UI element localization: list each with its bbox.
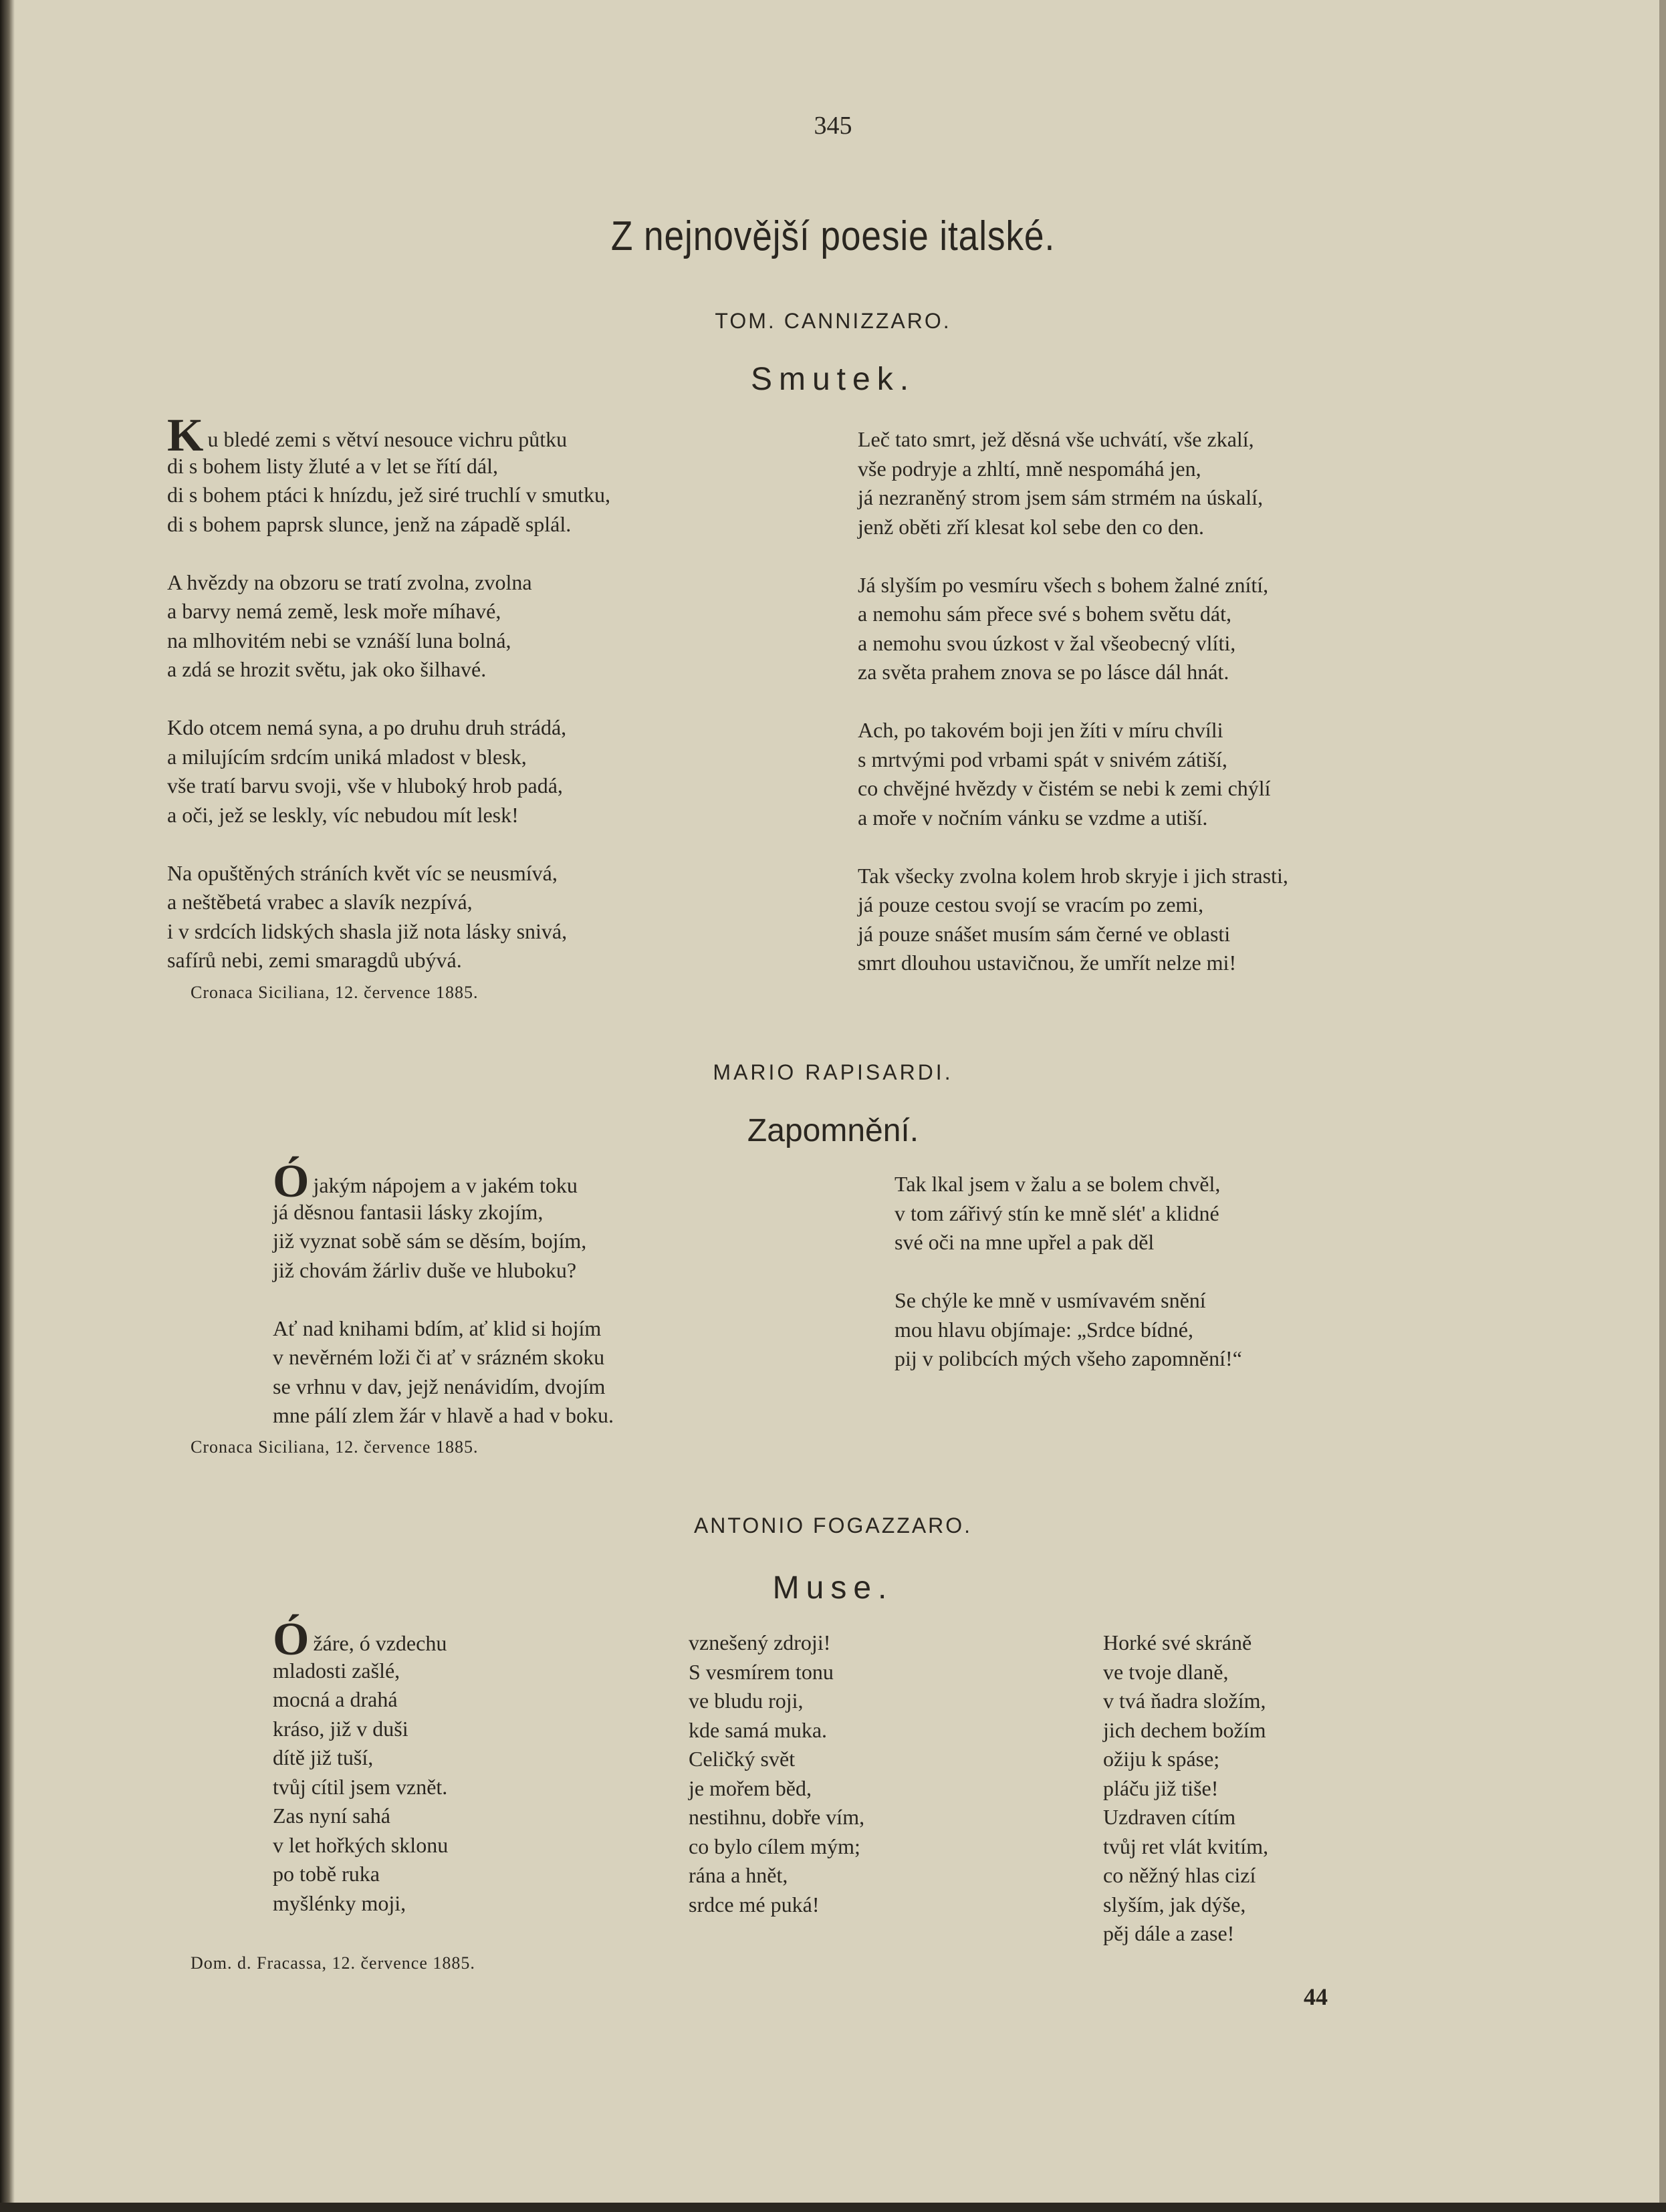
verse-line: a moře v nočním vánku se vzdme a utiší. [858, 805, 1208, 830]
verse-line: v tvá ňadra složím, [1103, 1689, 1266, 1713]
section-2-right-column [895, 1170, 1242, 1374]
verse-line: a milujícím srdcím uniká mladost v blesk, [167, 744, 527, 769]
section-2-author: MARIO RAPISARDI. [713, 1060, 953, 1084]
verse-line: Celičký svět [689, 1747, 796, 1771]
verse-line: i v srdcích lidských shasla již nota lásky snivá, [167, 918, 568, 943]
stanza-gap [167, 685, 610, 714]
verse-line: Ójakým nápojem a v jakém toku [273, 1156, 578, 1207]
verse-line: mou hlavu objímaje: „Srdce bídné, [895, 1317, 1193, 1342]
verse-line: již vyznat sobě sám se děsím, bojím, [273, 1229, 587, 1253]
stanza-gap [273, 1285, 614, 1314]
section-1-right-column [858, 425, 1288, 978]
verse-line: slyším, jak dýše, [1103, 1892, 1246, 1917]
verse-line: Ku bledé zemi s větví nesouce vichru půtku [167, 410, 568, 461]
section-2-poem-title: Zapomnění. [747, 1113, 919, 1148]
section-3-source: Dom. d. Fracassa, 12. července 1885. [191, 1953, 475, 1973]
section-3-column-3 [1103, 1628, 1268, 1948]
verse-line: již chovám žárliv duše ve hluboku? [273, 1257, 577, 1282]
verse-line: v let hořkých sklonu [273, 1832, 449, 1857]
verse-line: Zas nyní sahá [273, 1804, 390, 1828]
verse-line: Leč tato smrt, jež děsná vše uchvátí, vše zkalí, [858, 427, 1254, 451]
verse-line: mladosti zašlé, [273, 1658, 400, 1683]
verse-line: kde samá muka. [689, 1717, 828, 1742]
verse-line: mne pálí zlem žár v hlavě a had v boku. [273, 1403, 614, 1427]
verse-line: v nevěrném loži či ať v srázném skoku [273, 1345, 605, 1369]
verse-line: já pouze snášet musím sám černé ve oblasti [858, 921, 1231, 946]
section-1-author: TOM. CANNIZZARO. [715, 309, 951, 333]
verse-line: a neštěbetá vrabec a slavík nezpívá, [167, 890, 473, 914]
verse-line: se vrhnu v dav, jejž nenávidím, dvojím [273, 1374, 606, 1398]
verse-line: A hvězdy na obzoru se tratí zvolna, zvolna [167, 570, 532, 594]
sheet-number: 44 [1304, 1983, 1328, 2010]
verse-line: ve bludu roji, [689, 1689, 804, 1713]
verse-line: Na opuštěných stráních květ víc se neusmívá, [167, 860, 558, 885]
verse-line: a nemohu sám přece své s bohem světu dát, [858, 602, 1231, 626]
verse-line: kráso, již v duši [273, 1716, 408, 1741]
verse-line: na mlhovitém nebi se vznáší luna bolná, [167, 628, 511, 652]
verse-line: ve tvoje dlaně, [1103, 1659, 1229, 1684]
stanza-gap [858, 541, 1288, 571]
verse-line: pláču již tiše! [1103, 1775, 1219, 1800]
verse-line: co chvějné hvězdy v čistém se nebi k zemi chýlí [858, 776, 1271, 800]
verse-line: S vesmírem tonu [689, 1659, 834, 1684]
verse-line: ožiju k spáse; [1103, 1747, 1220, 1771]
stanza-gap [167, 539, 610, 568]
verse-line: co bylo cílem mým; [689, 1834, 860, 1858]
verse-line: své oči na mne upřel a pak děl [895, 1230, 1155, 1254]
section-3-column-1 [273, 1614, 449, 1917]
verse-line: a nemohu svou úzkost v žal všeobecný vlíti, [858, 630, 1236, 655]
verse-line: Tak lkal jsem v žalu a se bolem chvěl, [895, 1172, 1221, 1196]
section-3-author: ANTONIO FOGAZZARO. [693, 1513, 973, 1538]
verse-line: Se chýle ke mně v usmívavém snění [895, 1288, 1206, 1312]
verse-line: a zdá se hrozit světu, jak oko šilhavé. [167, 657, 487, 681]
verse-line: v tom zářivý stín ke mně slét' a klidné [895, 1201, 1219, 1225]
section-3-poem-title: Muse. [772, 1570, 894, 1606]
verse-line: a barvy nemá země, lesk moře míhavé, [167, 599, 501, 623]
verse-line: Uzdraven cítím [1103, 1805, 1236, 1829]
verse-line: s mrtvými pod vrbami spát v snivém zátiší, [858, 747, 1227, 771]
verse-line: po tobě ruka [273, 1862, 380, 1886]
stanza-gap [167, 830, 610, 859]
verse-line: di s bohem ptáci k hnízdu, jež siré truchlí v smutku, [167, 483, 610, 507]
section-3-column-2 [689, 1628, 864, 1919]
verse-line: já děsnou fantasii lásky zkojím, [273, 1199, 544, 1224]
drop-cap-letter: K [167, 410, 204, 461]
verse-line: Já slyším po vesmíru všech s bohem žalné znítí, [858, 572, 1269, 597]
section-1-source: Cronaca Siciliana, 12. července 1885. [191, 983, 479, 1002]
verse-line: a oči, jež se leskly, víc nebudou mít lesk! [167, 802, 519, 827]
verse-line: myšlénky moji, [273, 1890, 406, 1915]
verse-line: safírů nebi, zemi smaragdů ubývá. [167, 948, 462, 972]
stanza-gap [858, 832, 1288, 862]
verse-line: Óžáre, ó vzdechu [273, 1614, 447, 1665]
verse-line: jich dechem božím [1103, 1717, 1266, 1742]
verse-line: Kdo otcem nemá syna, a po druhu druh strádá, [167, 715, 567, 739]
stanza-gap [895, 1257, 1242, 1287]
verse-line: dítě již tuší, [273, 1745, 374, 1769]
verse-line: pěj dále a zase! [1103, 1921, 1235, 1945]
verse-line: já pouze cestou svojí se vracím po zemi, [858, 892, 1204, 916]
verse-line: di s bohem paprsk slunce, jenž na západě splál. [167, 511, 572, 536]
verse-line: mocná a drahá [273, 1687, 398, 1711]
page-bottom-edge [0, 2203, 1666, 2212]
verse-line: tvůj cítil jsem vznět. [273, 1774, 448, 1799]
verse-line: já nezraněný strom jsem sám strmém na úskalí, [858, 485, 1264, 509]
section-1-left-column [167, 410, 610, 975]
section-2-left-column [273, 1156, 614, 1431]
verse-line: Ach, po takovém boji jen žíti v míru chvíli [858, 718, 1223, 742]
verse-line: di s bohem listy žluté a v let se řítí dál, [167, 453, 499, 478]
verse-line: vše podryje a zhltí, mně nespomáhá jen, [858, 456, 1201, 481]
section-1-poem-title: Smutek. [750, 362, 916, 397]
verse-line: jenž oběti zří klesat kol sebe den co den. [858, 514, 1205, 539]
verse-line: Tak všecky zvolna kolem hrob skryje i jich strasti, [858, 863, 1288, 888]
verse-line: je mořem běd, [689, 1775, 812, 1800]
verse-line: smrt dlouhou ustavičnou, že umřít nelze mi! [858, 951, 1237, 975]
verse-line: Horké své skráně [1103, 1630, 1252, 1654]
ornamental-initial: Ó [273, 1156, 310, 1207]
page-title: Z nejnovější poesie italské. [610, 213, 1056, 259]
verse-line: vše tratí barvu svoji, vše v hluboký hrob padá, [167, 773, 563, 797]
verse-line: co něžný hlas cizí [1103, 1863, 1256, 1887]
verse-line: za světa prahem znova se po lásce dál hnát. [858, 660, 1229, 684]
stanza-gap [858, 687, 1288, 717]
verse-line: pij v polibcích mých všeho zapomnění!“ [895, 1346, 1242, 1370]
ornamental-initial: Ó [273, 1614, 310, 1665]
verse-line: srdce mé puká! [689, 1892, 820, 1917]
verse-line: Ať nad knihami bdím, ať klid si hojím [273, 1316, 602, 1340]
section-2-source: Cronaca Siciliana, 12. července 1885. [191, 1437, 479, 1457]
verse-line: nestihnu, dobře vím, [689, 1805, 865, 1829]
verse-line: rána a hnět, [689, 1863, 788, 1887]
verse-line: tvůj ret vlát kvitím, [1103, 1834, 1269, 1858]
verse-line: vznešený zdroji! [689, 1630, 831, 1654]
page-number: 345 [814, 112, 852, 140]
